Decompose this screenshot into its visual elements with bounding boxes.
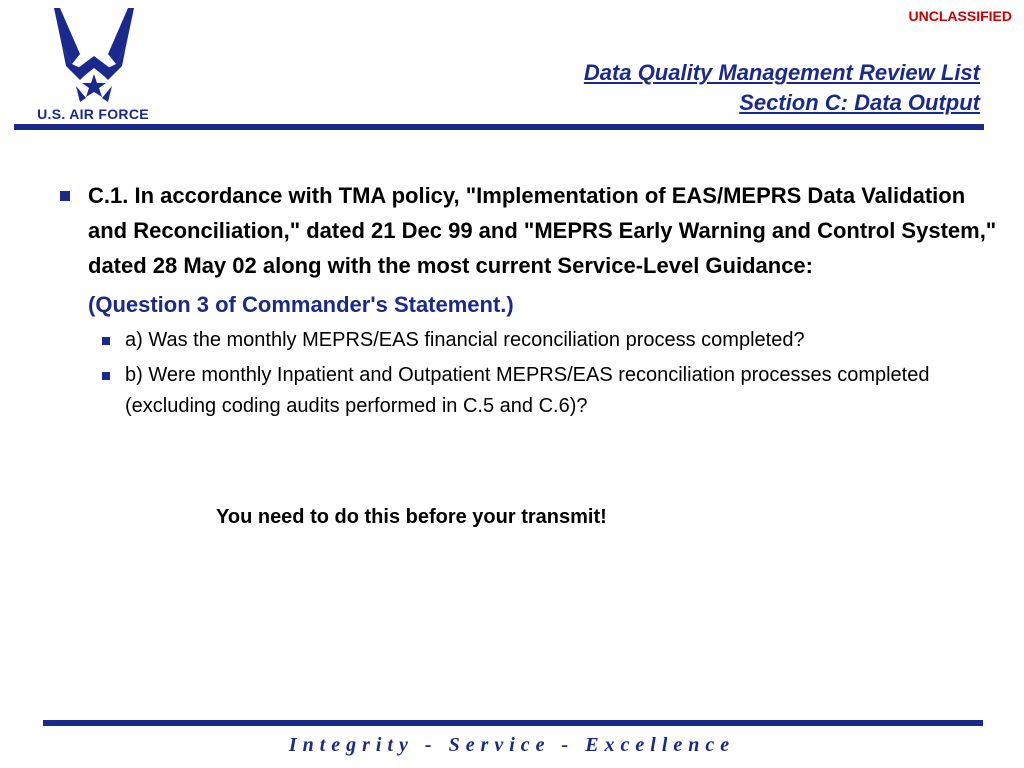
sub-bullet-text: a) Was the monthly MEPRS/EAS financial reconciliation process completed? [125,329,805,351]
main-bullet-text: C.1. In accordance with TMA policy, "Implementation of EAS/MEPRS Data Validation and Reconciliation," dated 21 Dec 99 and "MEPRS Early Warning and Control System," dated 28 May 02 along with the most current Service-Level Guidance: [88,183,997,278]
lower-right-piece [102,86,112,102]
sub-bullet-item [100,360,1008,422]
header-divider [14,124,984,130]
logo-text: U.S. AIR FORCE [37,106,149,122]
slide-content [58,178,1008,426]
square-bullet-icon [60,191,70,201]
sub-bullet-list [58,325,1008,422]
title-line-1: Data Quality Management Review List [583,60,980,85]
main-bullet-item [58,178,1008,283]
square-bullet-icon [102,337,110,345]
question-reference: (Question 3 of Commander's Statement.) [88,292,514,317]
center-chevron [78,56,110,76]
footer-divider [43,720,983,726]
sub-bullet-item [100,325,1008,356]
sub-bullet-text: b) Were monthly Inpatient and Outpatient MEPRS/EAS reconciliation processes completed (excluding coding audits performed in C.5 and C.6)? [125,364,930,417]
title-line-2: Section C: Data Output [739,90,980,115]
lower-left-piece [76,86,86,102]
slide-title [584,58,980,118]
footer-motto: Integrity - Service - Excellence [288,734,736,756]
square-bullet-icon [102,372,110,380]
callout-text: You need to do this before your transmit! [216,506,607,528]
classification-label: UNCLASSIFIED [908,8,1012,24]
center-star [82,74,106,97]
